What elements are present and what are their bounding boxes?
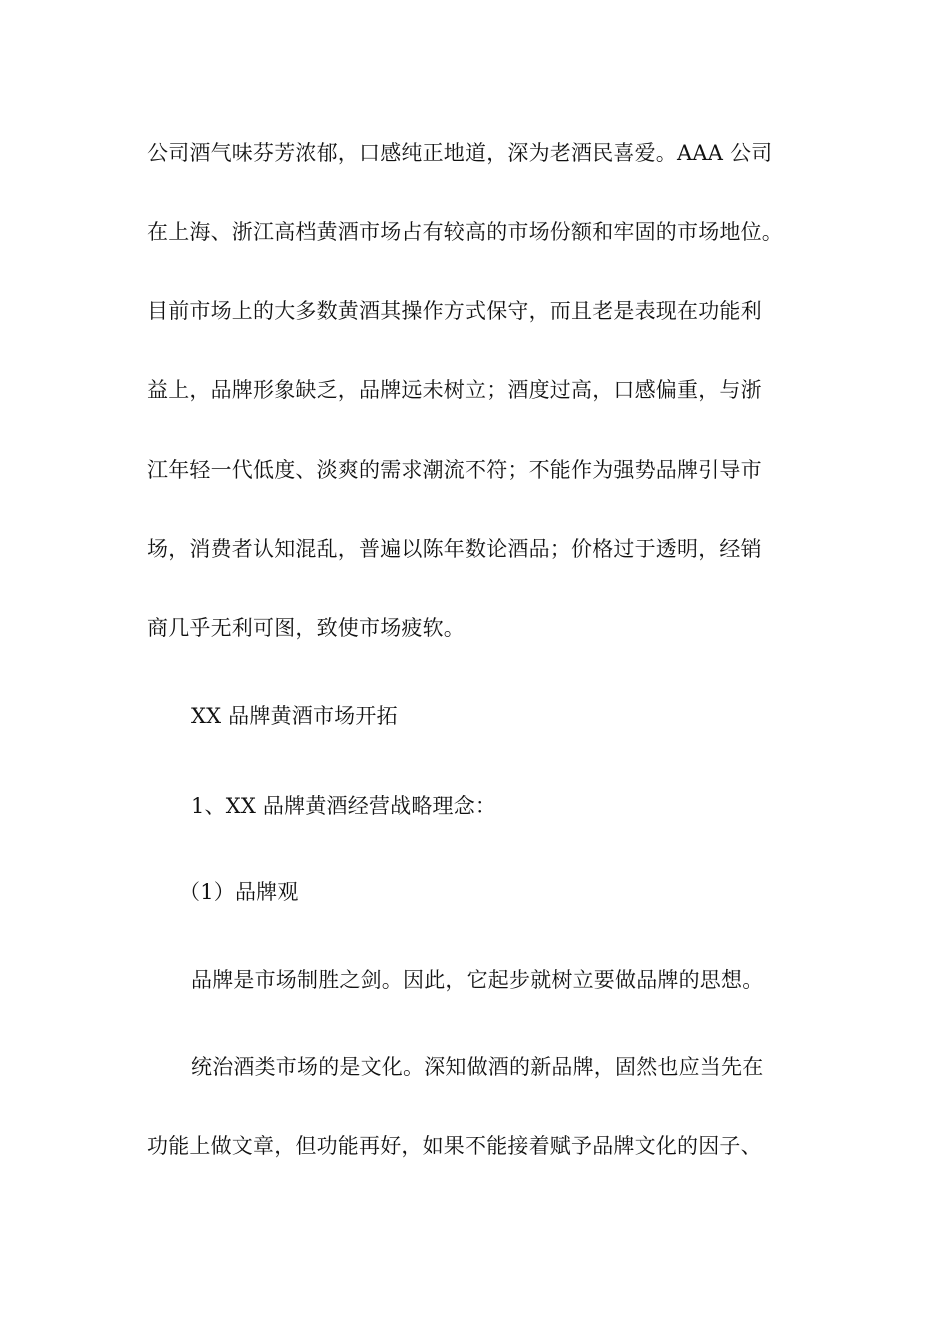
paragraph-line-1: 公司酒气味芬芳浓郁，口感纯正地道，深为老酒民喜爱。AAA 公司 [147, 141, 773, 165]
paragraph-line-9: 统治酒类市场的是文化。深知做酒的新品牌，固然也应当先在 [191, 1055, 764, 1079]
paragraph-line-6: 场，消费者认知混乱，普遍以陈年数论酒品；价格过于透明，经销 [147, 537, 762, 561]
paragraph-line-2: 在上海、浙江高档黄酒市场占有较高的市场份额和牢固的市场地位。 [147, 220, 783, 244]
section-heading: XX 品牌黄酒市场开拓 [191, 704, 398, 728]
item-heading: （1）品牌观 [179, 880, 299, 904]
subsection-heading: 1、XX 品牌黄酒经营战略理念： [191, 794, 497, 818]
paragraph-line-4: 益上，品牌形象缺乏，品牌远未树立；酒度过高，口感偏重，与浙 [147, 378, 762, 402]
paragraph-line-5: 江年轻一代低度、淡爽的需求潮流不符；不能作为强势品牌引导市 [147, 458, 762, 482]
paragraph-line-10: 功能上做文章，但功能再好，如果不能接着赋予品牌文化的因子、 [147, 1134, 762, 1158]
paragraph-line-8: 品牌是市场制胜之剑。因此，它起步就树立要做品牌的思想。 [191, 968, 764, 992]
paragraph-line-7: 商几乎无利可图，致使市场疲软。 [147, 616, 465, 640]
paragraph-line-3: 目前市场上的大多数黄酒其操作方式保守，而且老是表现在功能利 [147, 299, 762, 323]
